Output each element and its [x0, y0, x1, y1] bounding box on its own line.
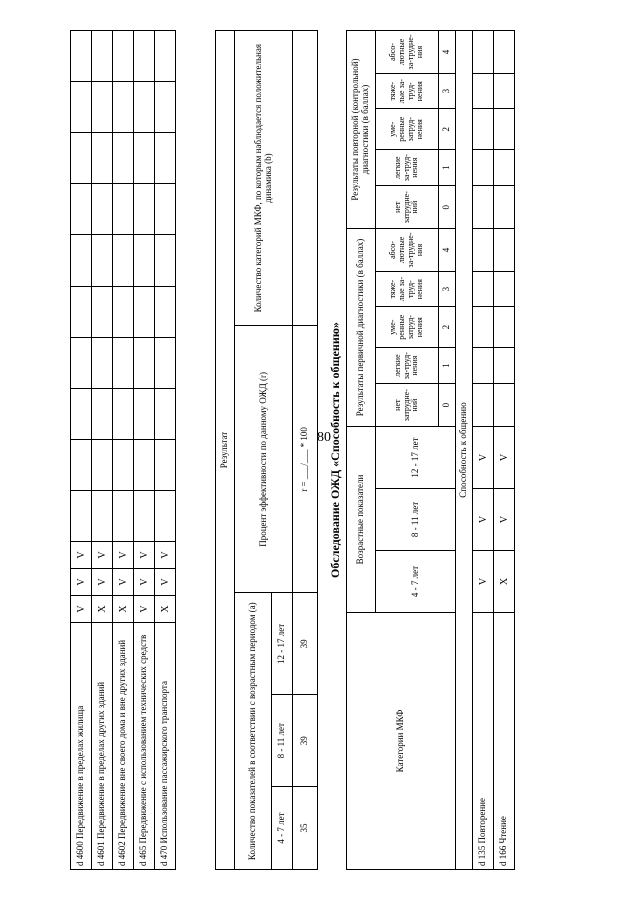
mark-cell: X	[155, 596, 176, 623]
age-header: 8 - 11 лет	[272, 695, 293, 787]
age-header: 12 - 17 лет	[376, 427, 456, 489]
mark-cell: V	[473, 489, 494, 551]
score-cell: 0	[439, 384, 456, 427]
empty-cell	[71, 439, 92, 490]
empty-cell	[473, 73, 494, 109]
empty-cell	[473, 271, 494, 307]
empty-cell	[134, 388, 155, 439]
level-header: легкие за-труд-нения	[376, 149, 439, 185]
empty-cell	[494, 73, 515, 109]
mark-cell: V	[113, 542, 134, 569]
level-header: нет затрудне-ний	[376, 384, 439, 427]
empty-cell	[494, 109, 515, 150]
row-label: d 470 Использование пассажирского транспорта	[155, 623, 176, 870]
result-formula: r = ___/___ * 100	[293, 326, 318, 593]
empty-cell	[92, 490, 113, 541]
communication-table	[346, 30, 515, 870]
table-row	[494, 31, 515, 870]
empty-cell	[155, 31, 176, 82]
group-label: Способность к общению	[456, 31, 473, 870]
empty-cell	[473, 109, 494, 150]
empty-cell	[155, 286, 176, 337]
mark-cell: V	[71, 596, 92, 623]
empty-cell	[92, 82, 113, 133]
table-row	[473, 31, 494, 870]
mark-cell: V	[473, 551, 494, 613]
empty-cell	[113, 286, 134, 337]
empty-cell	[134, 235, 155, 286]
result-value: 39	[293, 695, 318, 787]
result-table	[215, 30, 318, 870]
mark-cell: V	[71, 542, 92, 569]
empty-cell	[134, 439, 155, 490]
empty-cell	[134, 133, 155, 184]
row-label: d 166 Чтение	[494, 613, 515, 870]
empty-cell	[113, 490, 134, 541]
result-value: 39	[293, 593, 318, 695]
result-value: 35	[293, 787, 318, 870]
primary-diagnostics-header: Результаты первичной диагностики (в баллах)	[347, 229, 376, 427]
empty-cell	[134, 184, 155, 235]
empty-cell	[155, 184, 176, 235]
empty-cell	[92, 31, 113, 82]
empty-cell	[293, 31, 318, 326]
table-row	[71, 31, 92, 870]
empty-cell	[113, 439, 134, 490]
mark-cell: V	[494, 489, 515, 551]
category-header: Категории МКФ	[347, 613, 456, 870]
activity-table	[70, 30, 176, 870]
empty-cell	[473, 347, 494, 383]
empty-cell	[473, 31, 494, 74]
empty-cell	[71, 235, 92, 286]
empty-cell	[473, 229, 494, 272]
empty-cell	[92, 337, 113, 388]
empty-cell	[113, 133, 134, 184]
empty-cell	[134, 31, 155, 82]
result-title: Результат	[216, 31, 235, 870]
row-label: d 4600 Передвижение в пределах жилища	[71, 623, 92, 870]
empty-cell	[155, 235, 176, 286]
empty-cell	[71, 82, 92, 133]
empty-cell	[494, 347, 515, 383]
mark-cell: V	[473, 427, 494, 489]
empty-cell	[71, 388, 92, 439]
score-cell: 2	[439, 307, 456, 348]
empty-cell	[155, 388, 176, 439]
age-header: 8 - 11 лет	[376, 489, 456, 551]
mark-cell: X	[113, 596, 134, 623]
empty-cell	[113, 184, 134, 235]
empty-cell	[113, 31, 134, 82]
empty-cell	[494, 307, 515, 348]
row-label: d 4602 Передвижение вне своего дома и вне других зданий	[113, 623, 134, 870]
level-header: уме-ренные затруд-нения	[376, 109, 439, 150]
empty-cell	[155, 82, 176, 133]
result-header-a: Количество показателей в соответствии с возрастным периодом (a)	[235, 593, 272, 870]
empty-cell	[155, 439, 176, 490]
age-header: 4 - 7 лет	[376, 551, 456, 613]
score-cell: 3	[439, 73, 456, 109]
empty-cell	[92, 439, 113, 490]
empty-cell	[71, 490, 92, 541]
mark-cell: V	[134, 596, 155, 623]
empty-cell	[113, 388, 134, 439]
empty-cell	[155, 337, 176, 388]
mark-cell: V	[155, 542, 176, 569]
empty-cell	[134, 82, 155, 133]
mark-cell: V	[155, 569, 176, 596]
score-cell: 3	[439, 271, 456, 307]
level-header: легкие за-труд-нения	[376, 347, 439, 383]
empty-cell	[92, 235, 113, 286]
result-header-b: Количество категорий МКФ, по которым наблюдается положительная динамика (b)	[235, 31, 293, 326]
age-header: 12 - 17 лет	[272, 593, 293, 695]
mark-cell: V	[494, 427, 515, 489]
level-header: абсо-лютные за-трудне-ния	[376, 229, 439, 272]
level-header: уме-ренные затруд-нения	[376, 307, 439, 348]
empty-cell	[473, 149, 494, 185]
table-row	[92, 31, 113, 870]
score-cell: 1	[439, 347, 456, 383]
empty-cell	[113, 235, 134, 286]
age-group-header: Возрастные показатели	[347, 427, 376, 613]
empty-cell	[71, 286, 92, 337]
mark-cell: X	[494, 551, 515, 613]
level-header: абсо-лютные за-трудне-ния	[376, 31, 439, 74]
mark-cell: V	[71, 569, 92, 596]
empty-cell	[113, 82, 134, 133]
empty-cell	[92, 388, 113, 439]
level-header: тяже-лые за-труд-нения	[376, 271, 439, 307]
empty-cell	[494, 271, 515, 307]
mark-cell: V	[134, 542, 155, 569]
empty-cell	[494, 31, 515, 74]
repeat-diagnostics-header: Результаты повторной (контрольной) диагностики (в баллах)	[347, 31, 376, 229]
mark-cell: X	[92, 596, 113, 623]
empty-cell	[71, 31, 92, 82]
page-number: 80	[317, 430, 331, 445]
section-title: Обследование ОЖД «Способность к общению»	[328, 322, 342, 578]
empty-cell	[494, 229, 515, 272]
score-cell: 1	[439, 149, 456, 185]
score-cell: 2	[439, 109, 456, 150]
mark-cell: V	[92, 569, 113, 596]
empty-cell	[494, 149, 515, 185]
mark-cell: V	[92, 542, 113, 569]
table-row	[113, 31, 134, 870]
empty-cell	[473, 384, 494, 427]
row-label: d 4601 Передвижение в пределах других зданий	[92, 623, 113, 870]
empty-cell	[494, 186, 515, 229]
score-cell: 4	[439, 229, 456, 272]
rotated-page-content	[70, 30, 525, 870]
level-header: нет затрудне-ний	[376, 186, 439, 229]
empty-cell	[71, 337, 92, 388]
empty-cell	[473, 307, 494, 348]
score-cell: 4	[439, 31, 456, 74]
score-cell: 0	[439, 186, 456, 229]
empty-cell	[71, 133, 92, 184]
empty-cell	[155, 490, 176, 541]
empty-cell	[92, 286, 113, 337]
empty-cell	[155, 133, 176, 184]
empty-cell	[134, 337, 155, 388]
empty-cell	[134, 490, 155, 541]
empty-cell	[71, 184, 92, 235]
result-header-r: Процент эффективности по данному ОЖД (r)	[235, 326, 293, 593]
table-row	[134, 31, 155, 870]
empty-cell	[494, 384, 515, 427]
empty-cell	[92, 133, 113, 184]
row-label: d 135 Повторение	[473, 613, 494, 870]
age-header: 4 - 7 лет	[272, 787, 293, 870]
row-label: d 465 Передвижение с использованием технических средств	[134, 623, 155, 870]
empty-cell	[113, 337, 134, 388]
mark-cell: V	[113, 569, 134, 596]
empty-cell	[473, 186, 494, 229]
empty-cell	[92, 184, 113, 235]
level-header: тяже-лые за-труд-нения	[376, 73, 439, 109]
empty-cell	[134, 286, 155, 337]
mark-cell: V	[134, 569, 155, 596]
table-row	[155, 31, 176, 870]
